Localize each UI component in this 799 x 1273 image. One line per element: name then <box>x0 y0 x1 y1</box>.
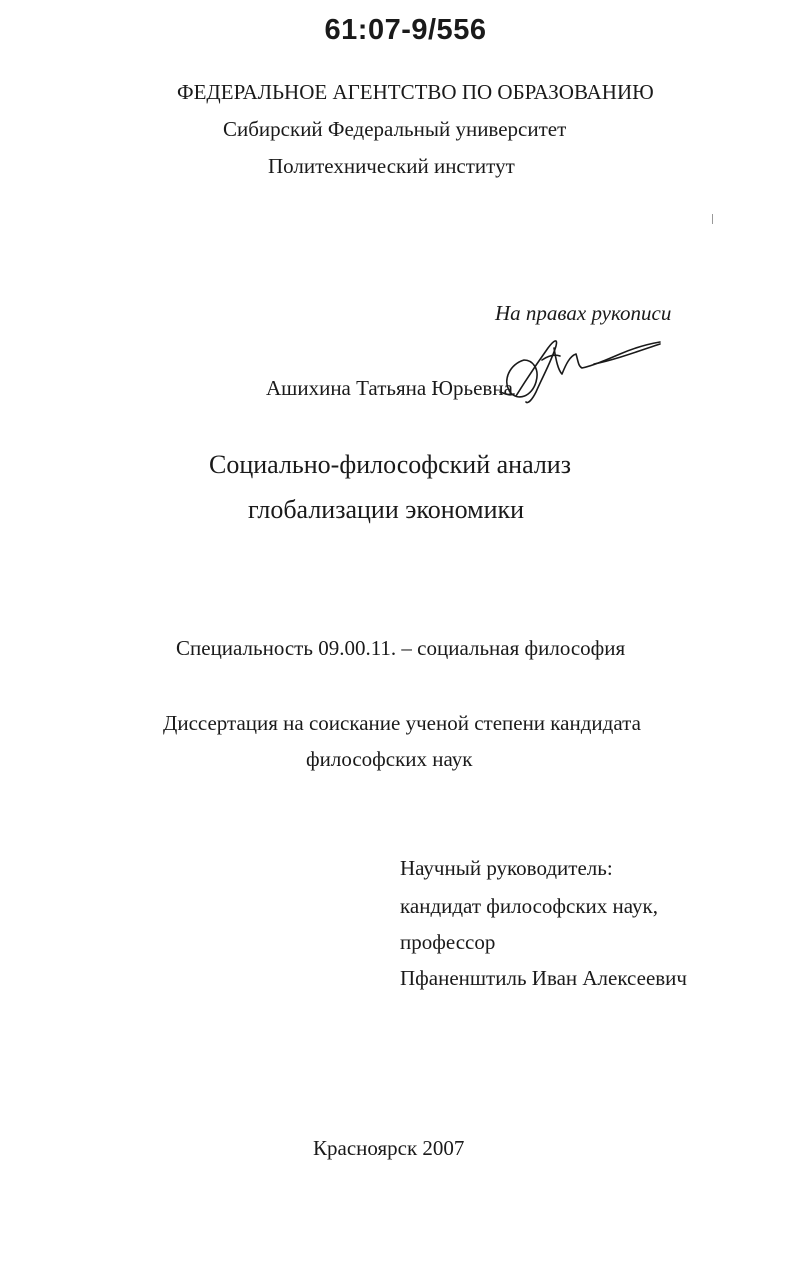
city-year: Красноярск 2007 <box>313 1136 465 1160</box>
dissertation-degree-line1: Диссертация на соискание ученой степени кандидата <box>163 711 641 735</box>
dissertation-degree-line2: философских наук <box>306 747 473 771</box>
supervisor-name: Пфаненштиль Иван Алексеевич <box>400 966 687 990</box>
supervisor-degree: кандидат философских наук, <box>400 894 658 918</box>
dissertation-title-line1: Социально-философский анализ <box>209 450 571 479</box>
agency-name: ФЕДЕРАЛЬНОЕ АГЕНТСТВО ПО ОБРАЗОВАНИЮ <box>177 80 654 104</box>
supervisor-label: Научный руководитель: <box>400 856 613 880</box>
institute-name: Политехнический институт <box>268 154 515 178</box>
university-name: Сибирский Федеральный университет <box>223 117 567 141</box>
signature-image <box>496 330 666 410</box>
margin-mark <box>712 214 713 224</box>
author-name: Ашихина Татьяна Юрьевна <box>266 376 513 400</box>
dissertation-title-line2: глобализации экономики <box>248 495 525 524</box>
supervisor-rank: профессор <box>400 930 496 954</box>
manuscript-note: На правах рукописи <box>495 301 672 325</box>
specialty: Специальность 09.00.11. – социальная философия <box>176 636 626 660</box>
catalog-code: 61:07-9/556 <box>324 14 487 46</box>
